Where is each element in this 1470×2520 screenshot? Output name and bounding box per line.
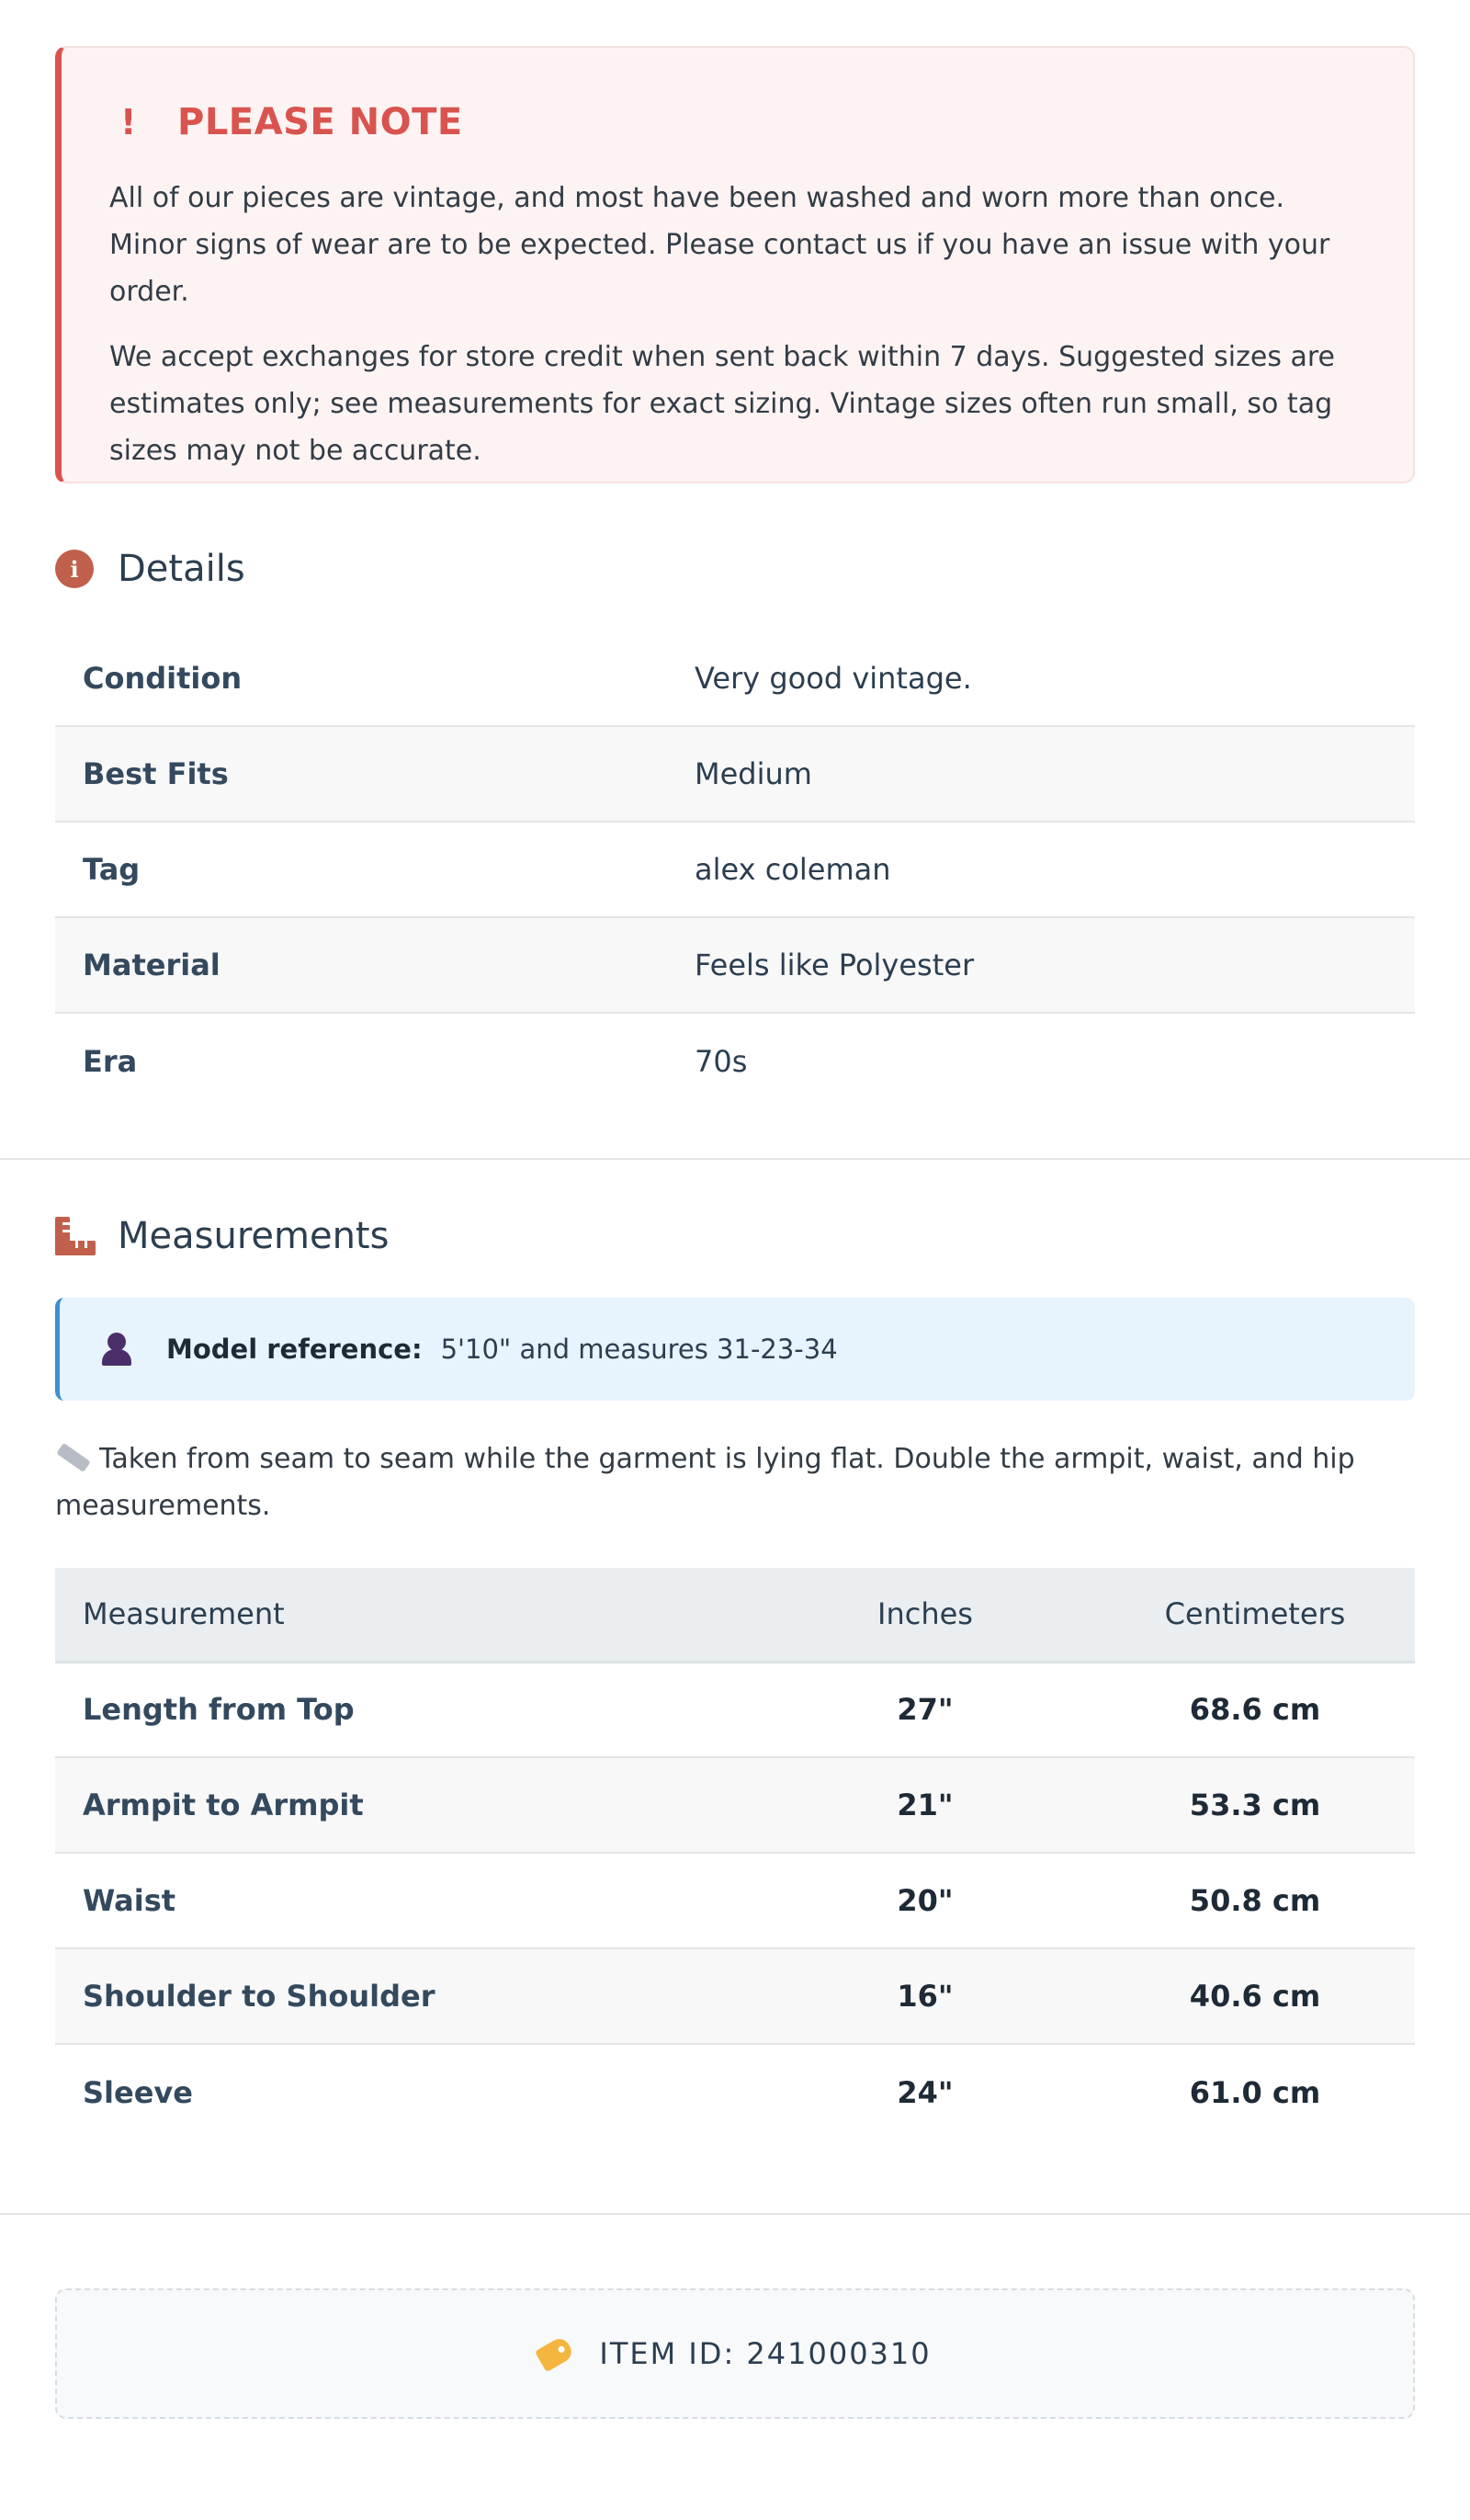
measurement-cm: 40.6 cm	[1189, 1979, 1321, 2014]
item-id-box	[55, 2288, 1415, 2419]
measurement-cm: 53.3 cm	[1189, 1788, 1321, 1822]
measurements-table	[55, 1568, 1415, 2140]
measurement-inches: 21"	[897, 1788, 954, 1822]
tag-icon	[535, 2335, 575, 2373]
details-label: Era	[83, 1043, 138, 1079]
details-row	[55, 726, 1415, 822]
details-row	[55, 917, 1415, 1013]
table-row	[55, 1948, 1415, 2044]
measurements-header-row	[55, 1568, 1415, 1662]
table-row	[55, 2044, 1415, 2140]
notice-title: PLEASE NOTE	[177, 101, 463, 143]
details-label: Best Fits	[83, 756, 229, 791]
measurement-note-text: Taken from seam to seam while the garment is lying flat. Double the armpit, waist, and hip measurements.	[55, 1443, 1355, 1522]
measurements-header	[55, 1215, 1415, 1257]
item-id: ITEM ID: 241000310	[599, 2336, 932, 2371]
details-label: Material	[83, 948, 220, 982]
measurement-cm: 61.0 cm	[1189, 2074, 1321, 2110]
measurement-inches: 16"	[897, 1979, 954, 2014]
details-row	[55, 822, 1415, 917]
table-row	[55, 1853, 1415, 1948]
details-value: Medium	[695, 756, 812, 791]
details-title: Details	[118, 548, 245, 590]
column-header-measurement: Measurement	[55, 1568, 755, 1662]
notice-paragraph: All of our pieces are vintage, and most have been washed and worn more than once. Minor signs of wear are to be expected. Please contact us if you have an issue with your order.	[109, 182, 1330, 308]
measurement-name: Sleeve	[83, 2074, 193, 2110]
table-row	[55, 1757, 1415, 1853]
section-divider	[0, 2213, 1470, 2215]
measurement-cm: 68.6 cm	[1189, 1692, 1321, 1728]
measurement-name: Waist	[83, 1883, 176, 1918]
model-reference	[55, 1298, 1415, 1401]
details-value: alex coleman	[695, 852, 891, 887]
details-table	[55, 630, 1415, 1108]
details-row	[55, 630, 1415, 726]
measurement-inches: 20"	[897, 1883, 954, 1918]
model-reference-label: Model reference:	[166, 1334, 423, 1365]
measurement-inches: 27"	[897, 1692, 954, 1728]
ruler-icon	[55, 1217, 118, 1255]
column-header-centimeters: Centimeters	[1095, 1568, 1415, 1662]
details-label: Tag	[83, 852, 141, 887]
measurement-name: Shoulder to Shoulder	[83, 1979, 435, 2014]
measurement-name: Armpit to Armpit	[83, 1788, 364, 1822]
section-divider	[0, 1158, 1470, 1160]
measurement-name: Length from Top	[83, 1692, 355, 1728]
details-value: 70s	[695, 1043, 748, 1079]
exclamation-icon: !	[120, 102, 137, 142]
measurement-note	[55, 1436, 1415, 1529]
details-value: Feels like Polyester	[695, 948, 975, 982]
notice-paragraph: We accept exchanges for store credit when sent back within 7 days. Suggested sizes are estimates only; see measurements for exact sizing. Vintage sizes often run small, so tag sizes may not be accurate.	[109, 341, 1336, 467]
notice-box	[55, 46, 1415, 483]
measurement-inches: 24"	[897, 2074, 954, 2110]
column-header-inches: Inches	[755, 1568, 1095, 1662]
pencil-icon	[56, 1442, 91, 1471]
model-reference-value: 5'10" and measures 31-23-34	[440, 1334, 838, 1365]
person-icon	[98, 1331, 135, 1368]
info-icon: i	[55, 550, 118, 588]
measurement-cm: 50.8 cm	[1189, 1883, 1321, 1918]
table-row	[55, 1662, 1415, 1757]
notice-header	[109, 101, 1365, 143]
details-row	[55, 1013, 1415, 1108]
details-value: Very good vintage.	[695, 660, 972, 696]
details-header	[55, 548, 1415, 590]
details-label: Condition	[83, 660, 243, 696]
measurements-title: Measurements	[118, 1215, 390, 1257]
